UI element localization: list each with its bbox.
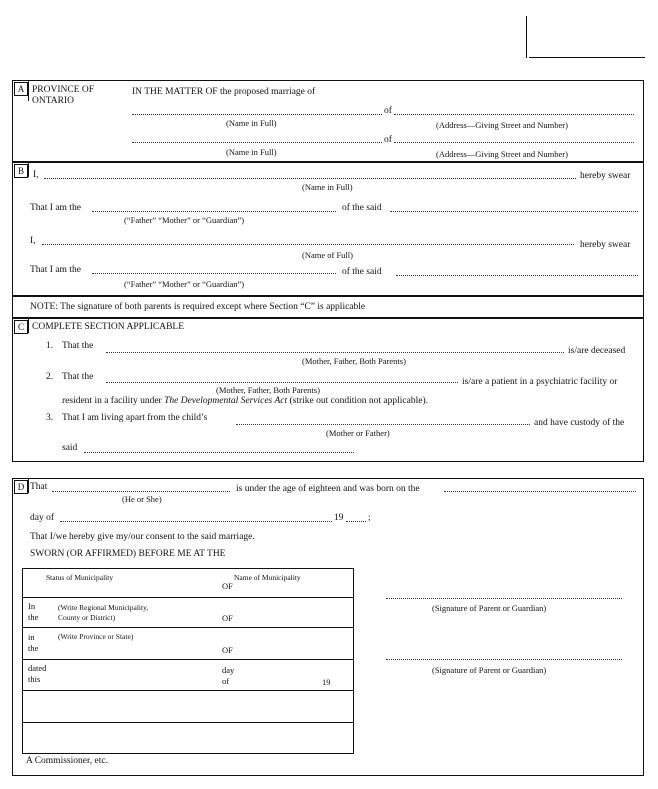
semicolon: ; bbox=[368, 513, 371, 523]
note-text: NOTE: The signature of both parents is required except where Section “C” is applicable bbox=[30, 302, 366, 312]
groom-name-field[interactable] bbox=[132, 114, 382, 115]
corner-mark-horizontal bbox=[529, 57, 645, 58]
he-she-field[interactable] bbox=[52, 491, 230, 492]
b-i-label-2: I, bbox=[30, 236, 36, 246]
the-label-2: the bbox=[28, 643, 39, 653]
section-d-letter: D bbox=[14, 480, 28, 494]
bride-name-field[interactable] bbox=[132, 142, 382, 143]
child2-field[interactable] bbox=[396, 275, 638, 276]
section-a-letter: A bbox=[14, 82, 28, 96]
item2-text: That the bbox=[62, 372, 94, 382]
jurat-row-line-4 bbox=[22, 690, 354, 691]
of-label-row2: OF bbox=[222, 645, 233, 655]
item2-field[interactable] bbox=[106, 382, 458, 383]
status-header: Status of Municipality bbox=[46, 573, 114, 582]
in-label-2: in bbox=[28, 632, 35, 642]
birth-month-field[interactable] bbox=[60, 521, 332, 522]
item3-end: and have custody of the bbox=[534, 418, 625, 428]
dated-label: dated bbox=[28, 663, 47, 673]
item3-text: That I am living apart from the child’s bbox=[62, 413, 208, 423]
sworn-text: SWORN (OR AFFIRMED) BEFORE ME AT THE bbox=[30, 549, 226, 559]
section-c-letter: C bbox=[14, 320, 28, 334]
of-the-said-2: of the said bbox=[342, 267, 382, 277]
jurat-table bbox=[22, 568, 354, 754]
item3-caption: (Mother or Father) bbox=[326, 428, 390, 438]
relationship2-field[interactable] bbox=[92, 273, 336, 274]
item3-number: 3. bbox=[46, 413, 54, 423]
item1-field[interactable] bbox=[106, 352, 564, 353]
in-the-matter-text: IN THE MATTER OF the proposed marriage of bbox=[132, 87, 316, 97]
bride-address-field[interactable] bbox=[394, 142, 634, 143]
nineteen-label-2: 19 bbox=[322, 677, 331, 687]
item2-line2 bbox=[62, 396, 428, 407]
b-i-label-1: I, bbox=[33, 170, 39, 180]
birth-date-field[interactable] bbox=[444, 491, 636, 492]
said-field[interactable] bbox=[84, 452, 354, 453]
name-caption-1: (Name in Full) bbox=[226, 118, 277, 128]
b-name-caption-1: (Name in Full) bbox=[302, 182, 353, 192]
that-i-am-2: That I am the bbox=[30, 265, 81, 275]
under-age-text: is under the age of eighteen and was born on the bbox=[236, 484, 420, 494]
he-she-caption: (He or She) bbox=[122, 494, 162, 504]
item1-caption: (Mother, Father, Both Parents) bbox=[302, 356, 406, 366]
section-d-divider bbox=[28, 479, 29, 493]
address-caption-2: (Address—Giving Street and Number) bbox=[436, 149, 568, 159]
signature-caption-2: (Signature of Parent or Guardian) bbox=[432, 665, 547, 675]
in-label-1: In bbox=[28, 601, 36, 611]
section-a-divider bbox=[28, 81, 29, 101]
nineteen-label: 19 bbox=[334, 513, 344, 523]
of-label-1: of bbox=[384, 106, 392, 116]
name-header: Name of Municipality bbox=[234, 573, 301, 582]
section-b-divider bbox=[28, 163, 29, 177]
b-name-caption-2: (Name of Full) bbox=[302, 250, 353, 260]
groom-address-field[interactable] bbox=[394, 114, 634, 115]
day-of-label: day of bbox=[30, 513, 55, 523]
write-regional-text: (Write Regional Municipality, bbox=[58, 603, 149, 612]
write-province-text: (Write Province or State) bbox=[58, 632, 134, 641]
child1-field[interactable] bbox=[390, 211, 638, 212]
section-b-letter: B bbox=[14, 164, 28, 178]
jurat-row-line-2 bbox=[22, 627, 354, 628]
hereby-swear-2: hereby swear bbox=[580, 240, 631, 250]
hereby-swear-1: hereby swear bbox=[580, 171, 631, 181]
parent-caption-2: (“Father” “Mother” or “Guardian”) bbox=[124, 279, 245, 289]
of-label-2: of bbox=[384, 135, 392, 145]
item3-field[interactable] bbox=[236, 424, 530, 425]
parent2-name-field[interactable] bbox=[42, 244, 574, 245]
province-label-line2: ONTARIO bbox=[32, 96, 74, 106]
section-c-box bbox=[12, 318, 644, 462]
section-c-heading: COMPLETE SECTION APPLICABLE bbox=[32, 322, 185, 332]
jurat-row-line-3 bbox=[22, 659, 354, 660]
said-label: said bbox=[62, 443, 78, 453]
item1-end: is/are deceased bbox=[568, 346, 626, 356]
address-caption-1: (Address—Giving Street and Number) bbox=[436, 120, 568, 130]
of-the-said-1: of the said bbox=[342, 203, 382, 213]
jurat-row-line-1 bbox=[22, 597, 354, 598]
day-label: day bbox=[222, 665, 235, 675]
consent-text: That I/we hereby give my/our consent to the said marriage. bbox=[30, 532, 255, 542]
jurat-row-line-5 bbox=[22, 722, 354, 723]
signature-caption-1: (Signature of Parent or Guardian) bbox=[432, 603, 547, 613]
birth-year-field[interactable] bbox=[346, 521, 366, 522]
signature-line-1[interactable] bbox=[386, 598, 622, 599]
of-label-row3: of bbox=[222, 676, 230, 686]
province-label-line1: PROVINCE OF bbox=[32, 85, 95, 95]
that-i-am-1: That I am the bbox=[30, 203, 81, 213]
the-label-1: the bbox=[28, 612, 39, 622]
item2-number: 2. bbox=[46, 372, 54, 382]
corner-mark-vertical bbox=[526, 16, 527, 58]
county-text: County or District) bbox=[58, 613, 116, 622]
item1-text: That the bbox=[62, 341, 94, 351]
item2-line2-prefix: resident in a facility under bbox=[62, 396, 165, 406]
commissioner-text: A Commissioner, etc. bbox=[26, 756, 108, 766]
relationship1-field[interactable] bbox=[92, 211, 336, 212]
item2-act: The Developmental Services Act bbox=[164, 396, 288, 406]
signature-line-2[interactable] bbox=[386, 659, 622, 660]
d-that-label: That bbox=[30, 482, 48, 492]
this-label: this bbox=[28, 674, 41, 684]
of-header: OF bbox=[222, 581, 233, 591]
name-caption-2: (Name in Full) bbox=[226, 147, 277, 157]
of-label-row1: OF bbox=[222, 613, 233, 623]
item2-line2-suffix: (strike out condition not applicable). bbox=[287, 396, 429, 406]
parent-caption-1: (“Father” “Mother” or “Guardian”) bbox=[124, 215, 245, 225]
section-c-divider bbox=[28, 319, 29, 333]
item1-number: 1. bbox=[46, 341, 54, 351]
item2-end: is/are a patient in a psychiatric facility or bbox=[462, 377, 618, 387]
parent1-name-field[interactable] bbox=[44, 178, 576, 179]
item2-caption: (Mother, Father, Both Parents) bbox=[216, 385, 320, 395]
